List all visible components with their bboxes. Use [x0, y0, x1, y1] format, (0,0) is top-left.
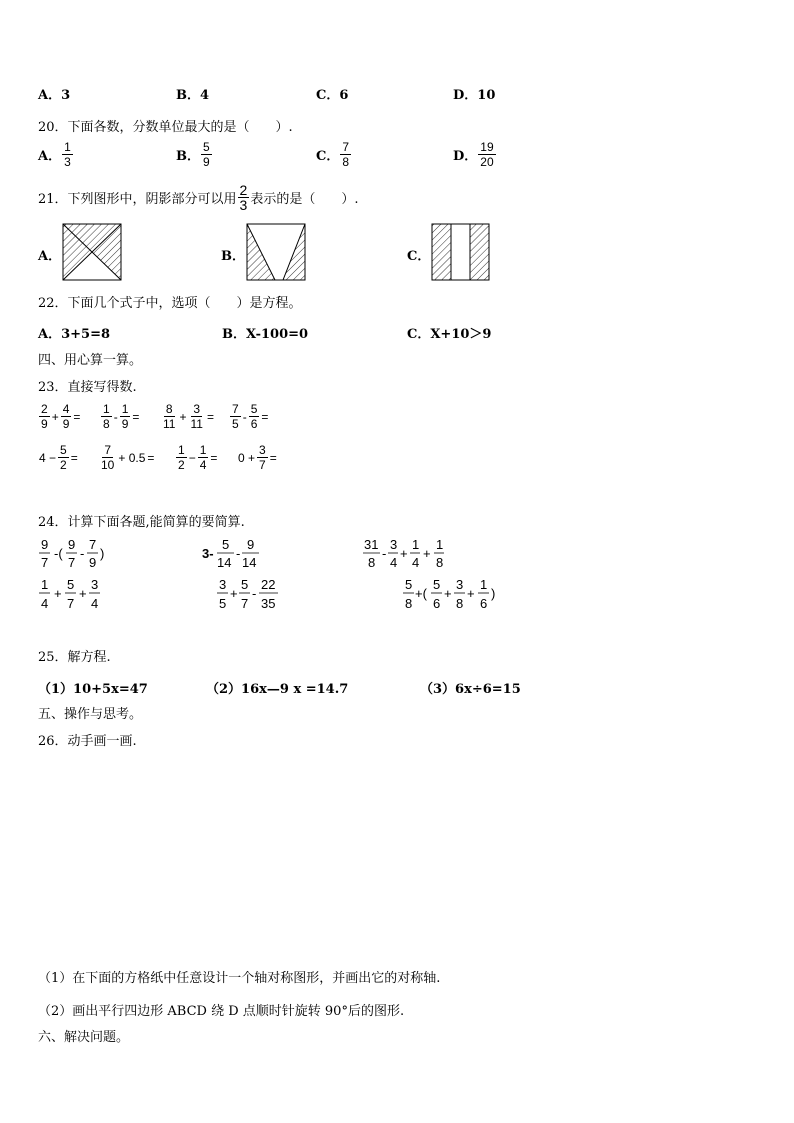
q25-item-1: （1）10+5x=47 [38, 682, 148, 697]
operand: + 0.5 [118, 450, 146, 465]
denominator: 6 [250, 417, 258, 431]
denominator: 7 [67, 596, 75, 611]
fraction [230, 402, 241, 431]
q23-item-1 [38, 402, 81, 431]
fraction [340, 140, 351, 169]
numerator: 2 [41, 402, 48, 416]
denominator: 3 [239, 197, 248, 213]
operator: + [230, 586, 238, 601]
numerator: 1 [199, 443, 207, 457]
denominator: 4 [412, 555, 420, 570]
operator: - [242, 409, 247, 424]
q22-option-b: B．X-100=0 [222, 327, 309, 342]
denominator: 20 [480, 155, 494, 169]
numerator: 31 [364, 537, 379, 552]
fraction [176, 443, 187, 472]
fraction [120, 402, 131, 431]
denominator: 35 [261, 596, 276, 611]
q20-option-d [453, 140, 497, 169]
numerator: 9 [247, 537, 255, 552]
denominator: 7 [68, 555, 76, 570]
section-5-heading: 五、操作与思考。 [38, 707, 143, 722]
q19-option-d: D．10 [453, 88, 496, 103]
q24-expression-5 [217, 577, 278, 611]
denominator: 4 [41, 596, 49, 611]
figure-c [432, 224, 489, 280]
operator: + [467, 586, 475, 601]
numerator: 5 [222, 537, 230, 552]
fraction [238, 183, 250, 212]
fraction [99, 443, 116, 472]
option-label: A． [38, 149, 62, 164]
denominator: 11 [190, 417, 203, 431]
denominator: 11 [163, 417, 176, 431]
numerator: 5 [405, 577, 413, 592]
q24-expression-4 [39, 577, 100, 611]
q19-option-b: B．4 [176, 88, 210, 103]
operator: -( [54, 546, 63, 561]
denominator: 4 [199, 458, 207, 472]
equals-sign: = [73, 409, 81, 424]
fraction [198, 443, 209, 472]
q21-label-b: B． [221, 249, 245, 264]
q20-stem: 20．下面各数，分数单位最大的是（ ）. [38, 120, 293, 135]
numerator: 9 [68, 537, 76, 552]
numerator: 2 [239, 182, 248, 198]
fraction [478, 140, 495, 169]
fraction [188, 402, 204, 431]
q22-stem: 22．下面几个式子中，选项（ ）是方程。 [38, 296, 302, 311]
numerator: 5 [433, 577, 441, 592]
numerator: 9 [41, 537, 49, 552]
numerator: 7 [342, 140, 350, 154]
numerator: 1 [178, 443, 185, 457]
denominator: 2 [178, 458, 185, 472]
operator: + [179, 409, 187, 424]
q21-stem [38, 183, 358, 212]
numerator: 3 [91, 577, 99, 592]
equals-sign: = [206, 409, 214, 424]
q23-item-2 [100, 402, 140, 431]
numerator: 1 [436, 537, 444, 552]
numerator: 4 [62, 402, 70, 416]
fraction [249, 402, 260, 431]
q25-stem: 25．解方程. [38, 650, 111, 665]
option-label: D． [453, 149, 478, 164]
operator: - [382, 546, 387, 561]
denominator: 8 [103, 417, 110, 431]
numerator: 3 [259, 443, 266, 457]
operator: + [400, 546, 408, 561]
numerator: 1 [121, 402, 129, 416]
denominator: 10 [101, 458, 115, 472]
equals-sign: = [132, 409, 140, 424]
operator: + [444, 586, 452, 601]
numerator: 5 [67, 577, 75, 592]
numerator: 3 [219, 577, 227, 592]
operand: 0 + [238, 450, 256, 465]
denominator: 7 [241, 596, 249, 611]
numerator: 3 [456, 577, 464, 592]
figure-a [63, 224, 121, 280]
denominator: 9 [203, 155, 210, 169]
operator: ) [100, 546, 105, 561]
denominator: 14 [242, 555, 257, 570]
operator: - [80, 546, 85, 561]
denominator: 9 [41, 417, 48, 431]
q19-option-c: C．6 [316, 88, 349, 103]
q24-stem: 24．计算下面各题,能简算的要简算. [38, 515, 245, 530]
q23-item-8 [237, 443, 278, 472]
operand: 3- [202, 546, 214, 561]
denominator: 14 [217, 555, 232, 570]
numerator: 19 [480, 140, 494, 154]
denominator: 6 [480, 596, 488, 611]
q24-expression-3 [363, 537, 444, 570]
denominator: 5 [219, 596, 227, 611]
denominator: 8 [342, 155, 350, 169]
q26-part-1: （1）在下面的方格纸中任意设计一个轴对称图形，并画出它的对称轴. [38, 971, 441, 986]
operator: - [236, 546, 241, 561]
denominator: 9 [121, 417, 129, 431]
operator: - [113, 409, 118, 424]
numerator: 8 [165, 402, 173, 416]
numerator: 22 [261, 577, 276, 592]
denominator: 6 [433, 596, 441, 611]
denominator: 9 [89, 555, 97, 570]
numerator: 1 [41, 577, 49, 592]
q24-expression-1 [39, 537, 104, 570]
q21-label-a: A． [38, 249, 62, 264]
denominator: 4 [91, 596, 99, 611]
denominator: 5 [232, 417, 239, 431]
denominator: 9 [62, 417, 70, 431]
denominator: 3 [64, 155, 71, 169]
equals-sign: = [269, 450, 277, 465]
section-6-heading: 六、解决问题。 [38, 1030, 130, 1045]
operator: +( [415, 586, 427, 601]
numerator: 1 [480, 577, 488, 592]
q20-option-b [176, 140, 213, 169]
fraction [61, 402, 72, 431]
q24-expression-6 [403, 577, 495, 611]
q23-item-6 [98, 443, 155, 472]
numerator: 7 [232, 402, 239, 416]
fraction [201, 140, 212, 169]
q21-stem-pre: 21．下列图形中，阴影部分可以用 [38, 192, 237, 207]
numerator: 5 [60, 443, 67, 457]
q22-option-a: A．3+5=8 [38, 327, 111, 342]
option-label: B． [176, 149, 200, 164]
denominator: 7 [41, 555, 49, 570]
operator: - [252, 586, 257, 601]
fraction [101, 402, 112, 431]
numerator: 1 [64, 140, 71, 154]
denominator: 4 [390, 555, 398, 570]
q23-stem: 23．直接写得数. [38, 380, 137, 395]
denominator: 8 [456, 596, 464, 611]
numerator: 3 [390, 537, 398, 552]
numerator: 5 [241, 577, 249, 592]
numerator: 1 [412, 537, 420, 552]
numerator: 7 [89, 537, 97, 552]
operator: + [423, 546, 431, 561]
option-label: C． [316, 149, 340, 164]
q25-item-2: （2）16x—9 x =14.7 [206, 682, 349, 697]
operator: ) [491, 586, 496, 601]
operator: − [188, 450, 196, 465]
q23-item-5 [38, 443, 79, 472]
fraction [58, 443, 69, 472]
denominator: 8 [368, 555, 376, 570]
q20-option-c [316, 140, 352, 169]
q23-item-7 [175, 443, 218, 472]
denominator: 8 [405, 596, 413, 611]
numerator: 1 [103, 402, 110, 416]
q24-expression-2 [202, 537, 259, 570]
figure-b [247, 224, 305, 280]
equals-sign: = [70, 450, 78, 465]
q21-label-c: C． [407, 249, 431, 264]
q26-stem: 26．动手画一画. [38, 734, 137, 749]
operand: 4 − [39, 450, 57, 465]
q23-item-4 [229, 402, 269, 431]
operator: + [79, 586, 87, 601]
numerator: 3 [193, 402, 201, 416]
operator: + [51, 409, 59, 424]
q23-item-3 [160, 402, 215, 431]
denominator: 7 [259, 458, 266, 472]
equals-sign: = [147, 450, 155, 465]
equals-sign: = [210, 450, 218, 465]
q22-option-c: C．X+10＞9 [407, 327, 492, 342]
q25-item-3: （3）6x÷6=15 [420, 682, 521, 697]
fraction [161, 402, 177, 431]
equals-sign: = [261, 409, 269, 424]
q20-option-a [38, 140, 74, 169]
numerator: 5 [250, 402, 258, 416]
q21-stem-post: 表示的是（ ）. [250, 192, 359, 207]
numerator: 5 [203, 140, 210, 154]
q26-part-2: （2）画出平行四边形 ABCD 绕 D 点顺时针旋转 90°后的图形. [38, 1004, 405, 1019]
fraction [39, 402, 50, 431]
denominator: 2 [60, 458, 67, 472]
section-4-heading: 四、用心算一算。 [38, 353, 143, 368]
operator: + [54, 586, 62, 601]
fraction [62, 140, 73, 169]
q19-option-a: A．3 [38, 88, 71, 103]
denominator: 8 [436, 555, 444, 570]
numerator: 7 [104, 443, 112, 457]
fraction [257, 443, 268, 472]
